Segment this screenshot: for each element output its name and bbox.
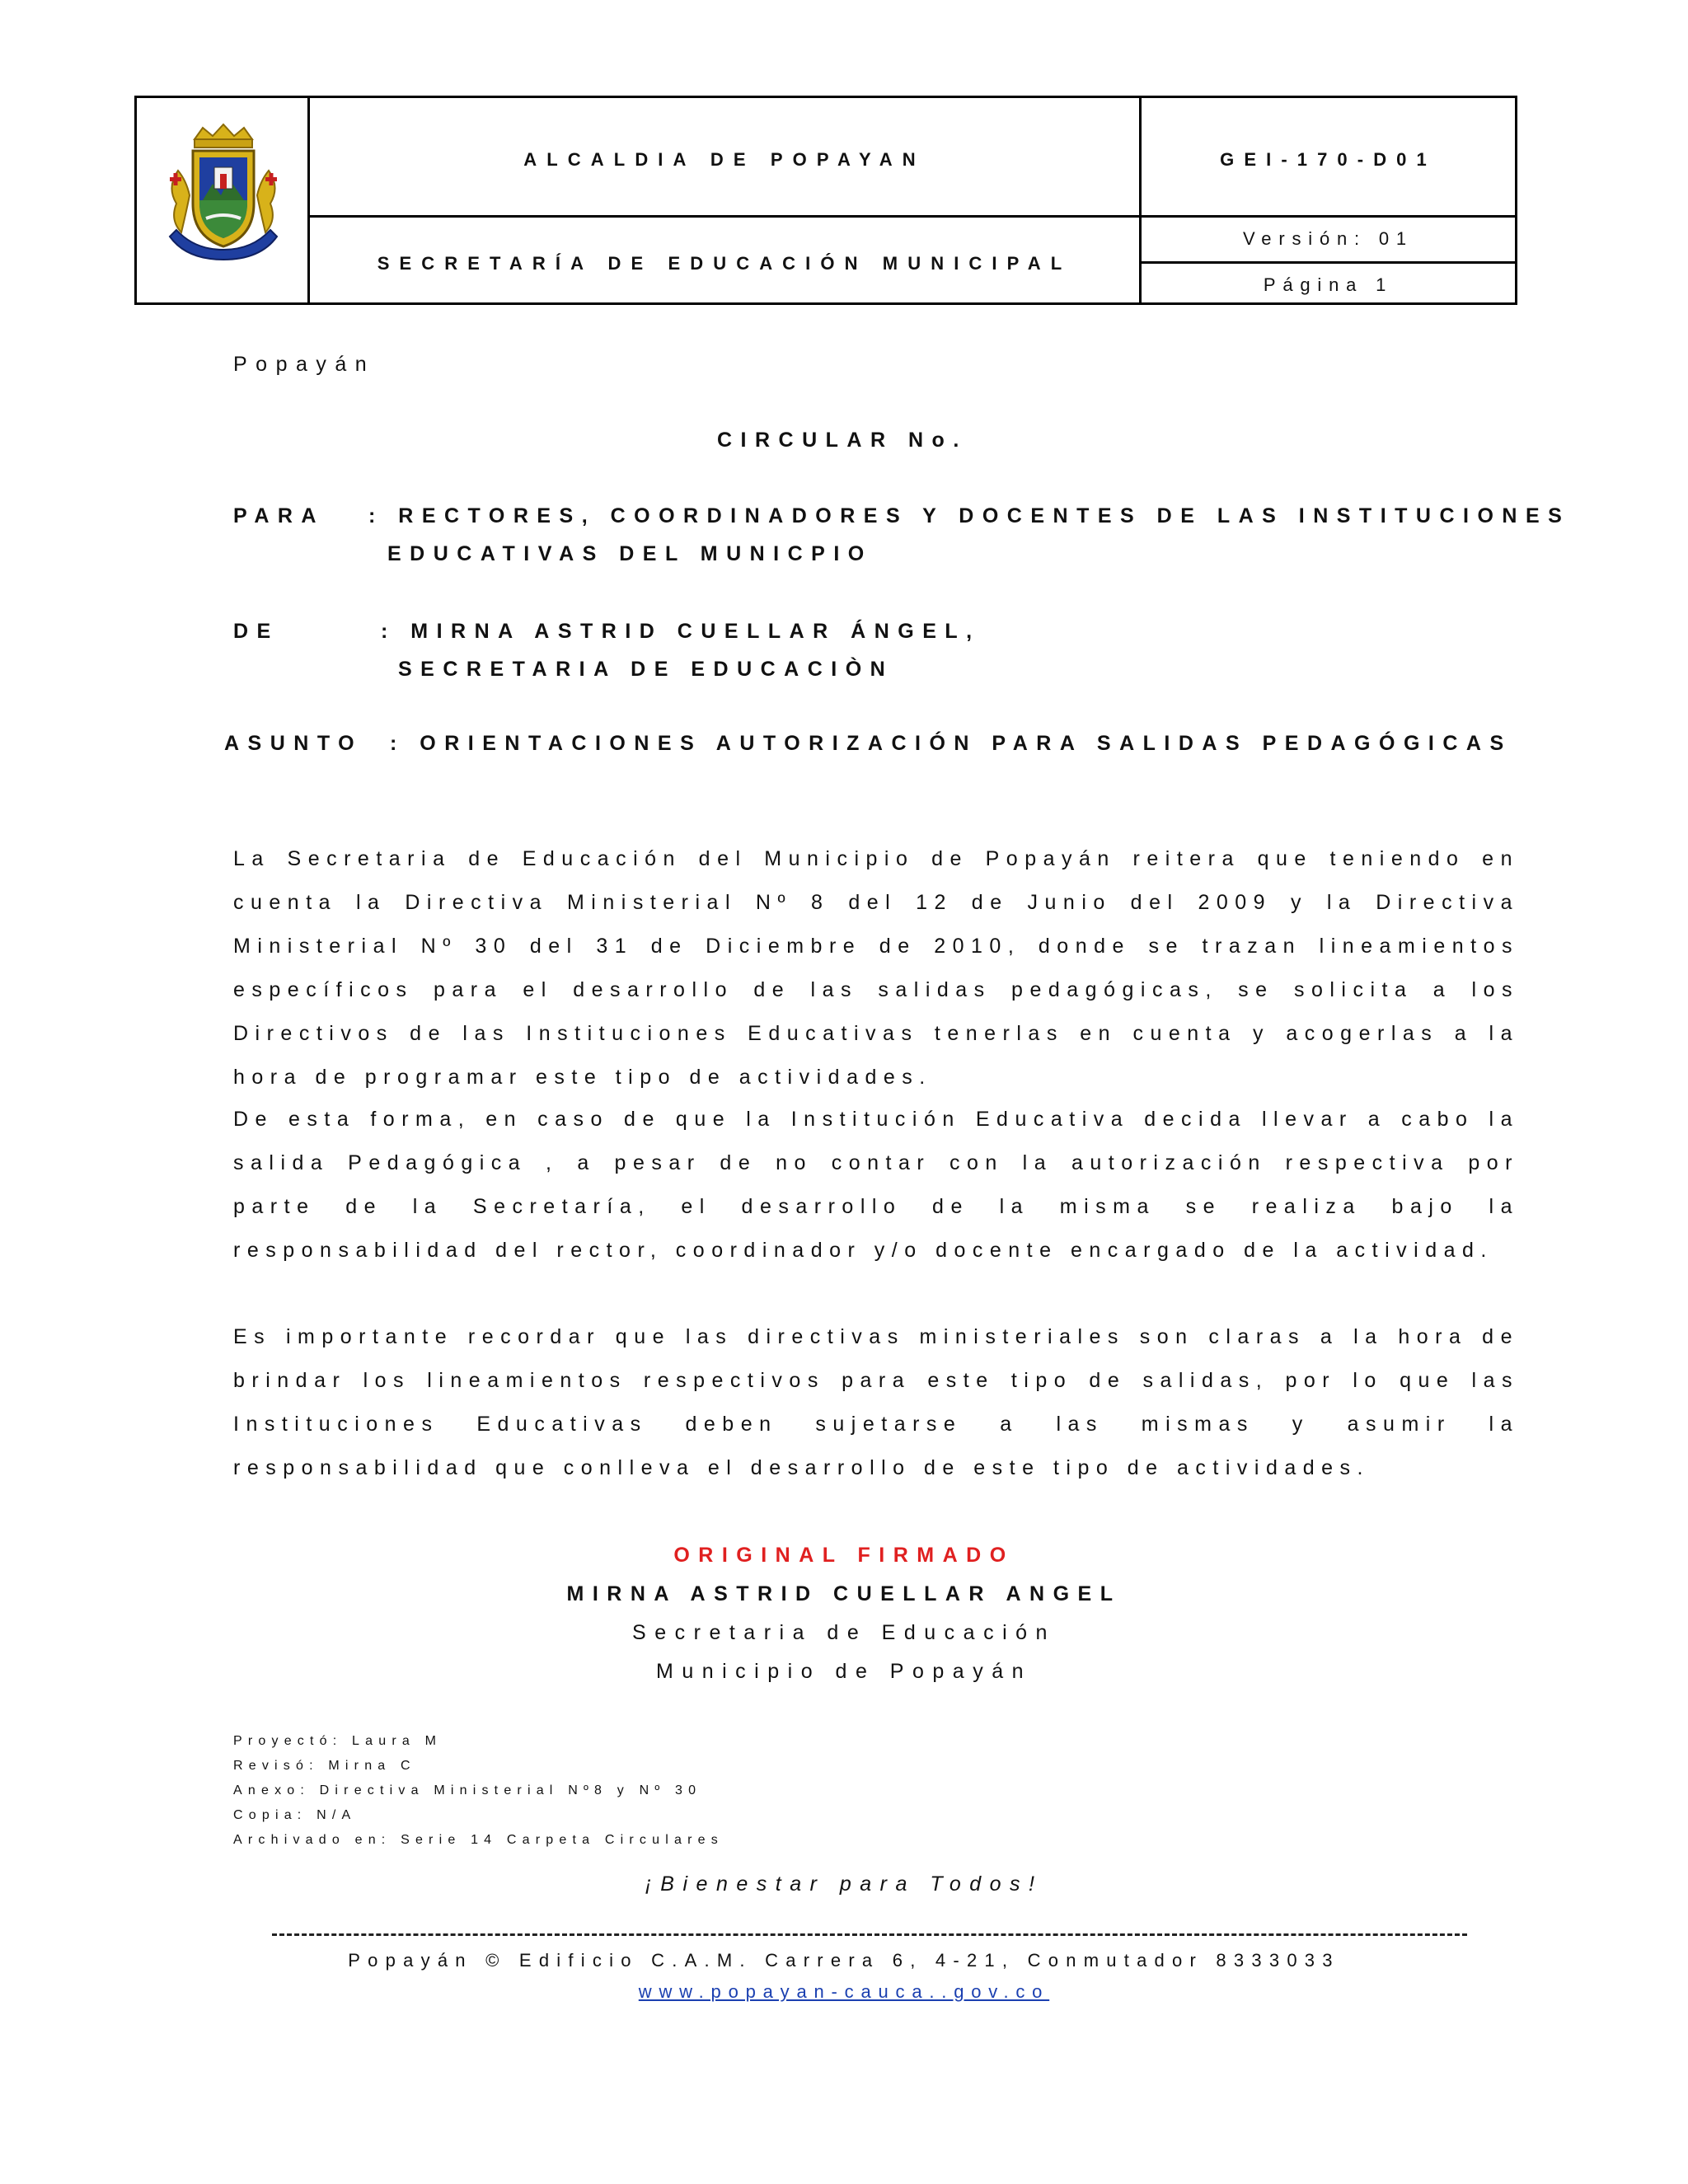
signer-role: Secretaria de Educación (632, 1621, 1056, 1644)
note-line: Anexo: Directiva Ministerial Nº8 y Nº 30 (233, 1783, 702, 1797)
original-signed-stamp: ORIGINAL FIRMADO (673, 1544, 1015, 1567)
signer-name: MIRNA ASTRID CUELLAR ANGEL (566, 1582, 1122, 1605)
city-line: Popayán (233, 353, 376, 376)
de-sender-line2: SECRETARIA DE EDUCACIÒN (398, 658, 894, 681)
note-line: Copia: N/A (233, 1808, 357, 1822)
footer-website-wrap (0, 1981, 1688, 2003)
body-paragraph: De esta forma, en caso de que la Institución Educativa decida llevar a cabo la salida Pedagógica , a pesar de no contar con la autorización respectiva por parte de la Secretaría, el desarrollo de la misma se realiza bajo la responsabilidad del rector, coordinador y/o docente encargado de la actividad. (233, 1108, 1519, 1262)
asunto-label: ASUNTO (224, 732, 363, 755)
de-sender-line1: : MIRNA ASTRID CUELLAR ÁNGEL, (381, 620, 981, 643)
header-document-code: GEI-170-D01 (1220, 149, 1437, 170)
note-line: Proyectó: Laura M (233, 1734, 443, 1748)
para-recipients-line2: EDUCATIVAS DEL MUNICPIO (387, 542, 873, 565)
municipal-coat-of-arms-logo (162, 121, 285, 269)
header-version: Versión: 01 (1243, 228, 1414, 249)
footer-website-link[interactable]: www.popayan-cauca..gov.co (638, 1981, 1050, 2002)
footer-address: Popayán © Edificio C.A.M. Carrera 6, 4-21, Conmutador 8333033 (348, 1950, 1340, 1971)
para-label: PARA (233, 504, 325, 527)
slogan: ¡Bienestar para Todos! (645, 1872, 1043, 1896)
footer-separator (272, 1933, 1467, 1936)
de-label: DE (233, 620, 279, 643)
signer-entity: Municipio de Popayán (656, 1660, 1032, 1683)
notes-block (233, 1729, 724, 1853)
header-divider (1139, 261, 1515, 264)
note-line: Revisó: Mirna C (233, 1759, 416, 1773)
body-paragraph: La Secretaria de Educación del Municipio de Popayán reitera que teniendo en cuenta la Directiva Ministerial Nº 8 del 12 de Junio del 2009 y la Directiva Ministerial Nº 30 del 31 de Diciembre de 2010, donde se trazan lineamientos específicos para el desarrollo de las salidas pedagógicas, se solicita a los Directivos de las Instituciones Educativas tenerlas en cuenta y acogerlas a la hora de programar este tipo de actividades. (233, 847, 1519, 1089)
para-recipients-line1: : RECTORES, COORDINADORES Y DOCENTES DE LAS INSTITUCIONES (368, 504, 1571, 527)
header-table (134, 96, 1517, 305)
header-org-name: ALCALDIA DE POPAYAN (523, 149, 926, 170)
asunto-subject: : ORIENTACIONES AUTORIZACIÓN PARA SALIDAS PEDAGÓGICAS (390, 732, 1512, 755)
header-department: SECRETARÍA DE EDUCACIÓN MUNICIPAL (377, 253, 1072, 274)
header-divider (1139, 98, 1142, 302)
note-line: Archivado en: Serie 14 Carpeta Circulares (233, 1833, 724, 1847)
header-page-number: Página 1 (1263, 274, 1394, 295)
circular-number: CIRCULAR No. (717, 429, 968, 452)
body-paragraph: Es importante recordar que las directivas ministeriales son claras a la hora de brindar los lineamientos respectivos para este tipo de salidas, por lo que las Instituciones Educativas deben sujetarse a las mismas y asumir la responsabilidad que conlleva el desarrollo de este tipo de actividades. (233, 1325, 1519, 1479)
header-divider (307, 215, 1515, 218)
